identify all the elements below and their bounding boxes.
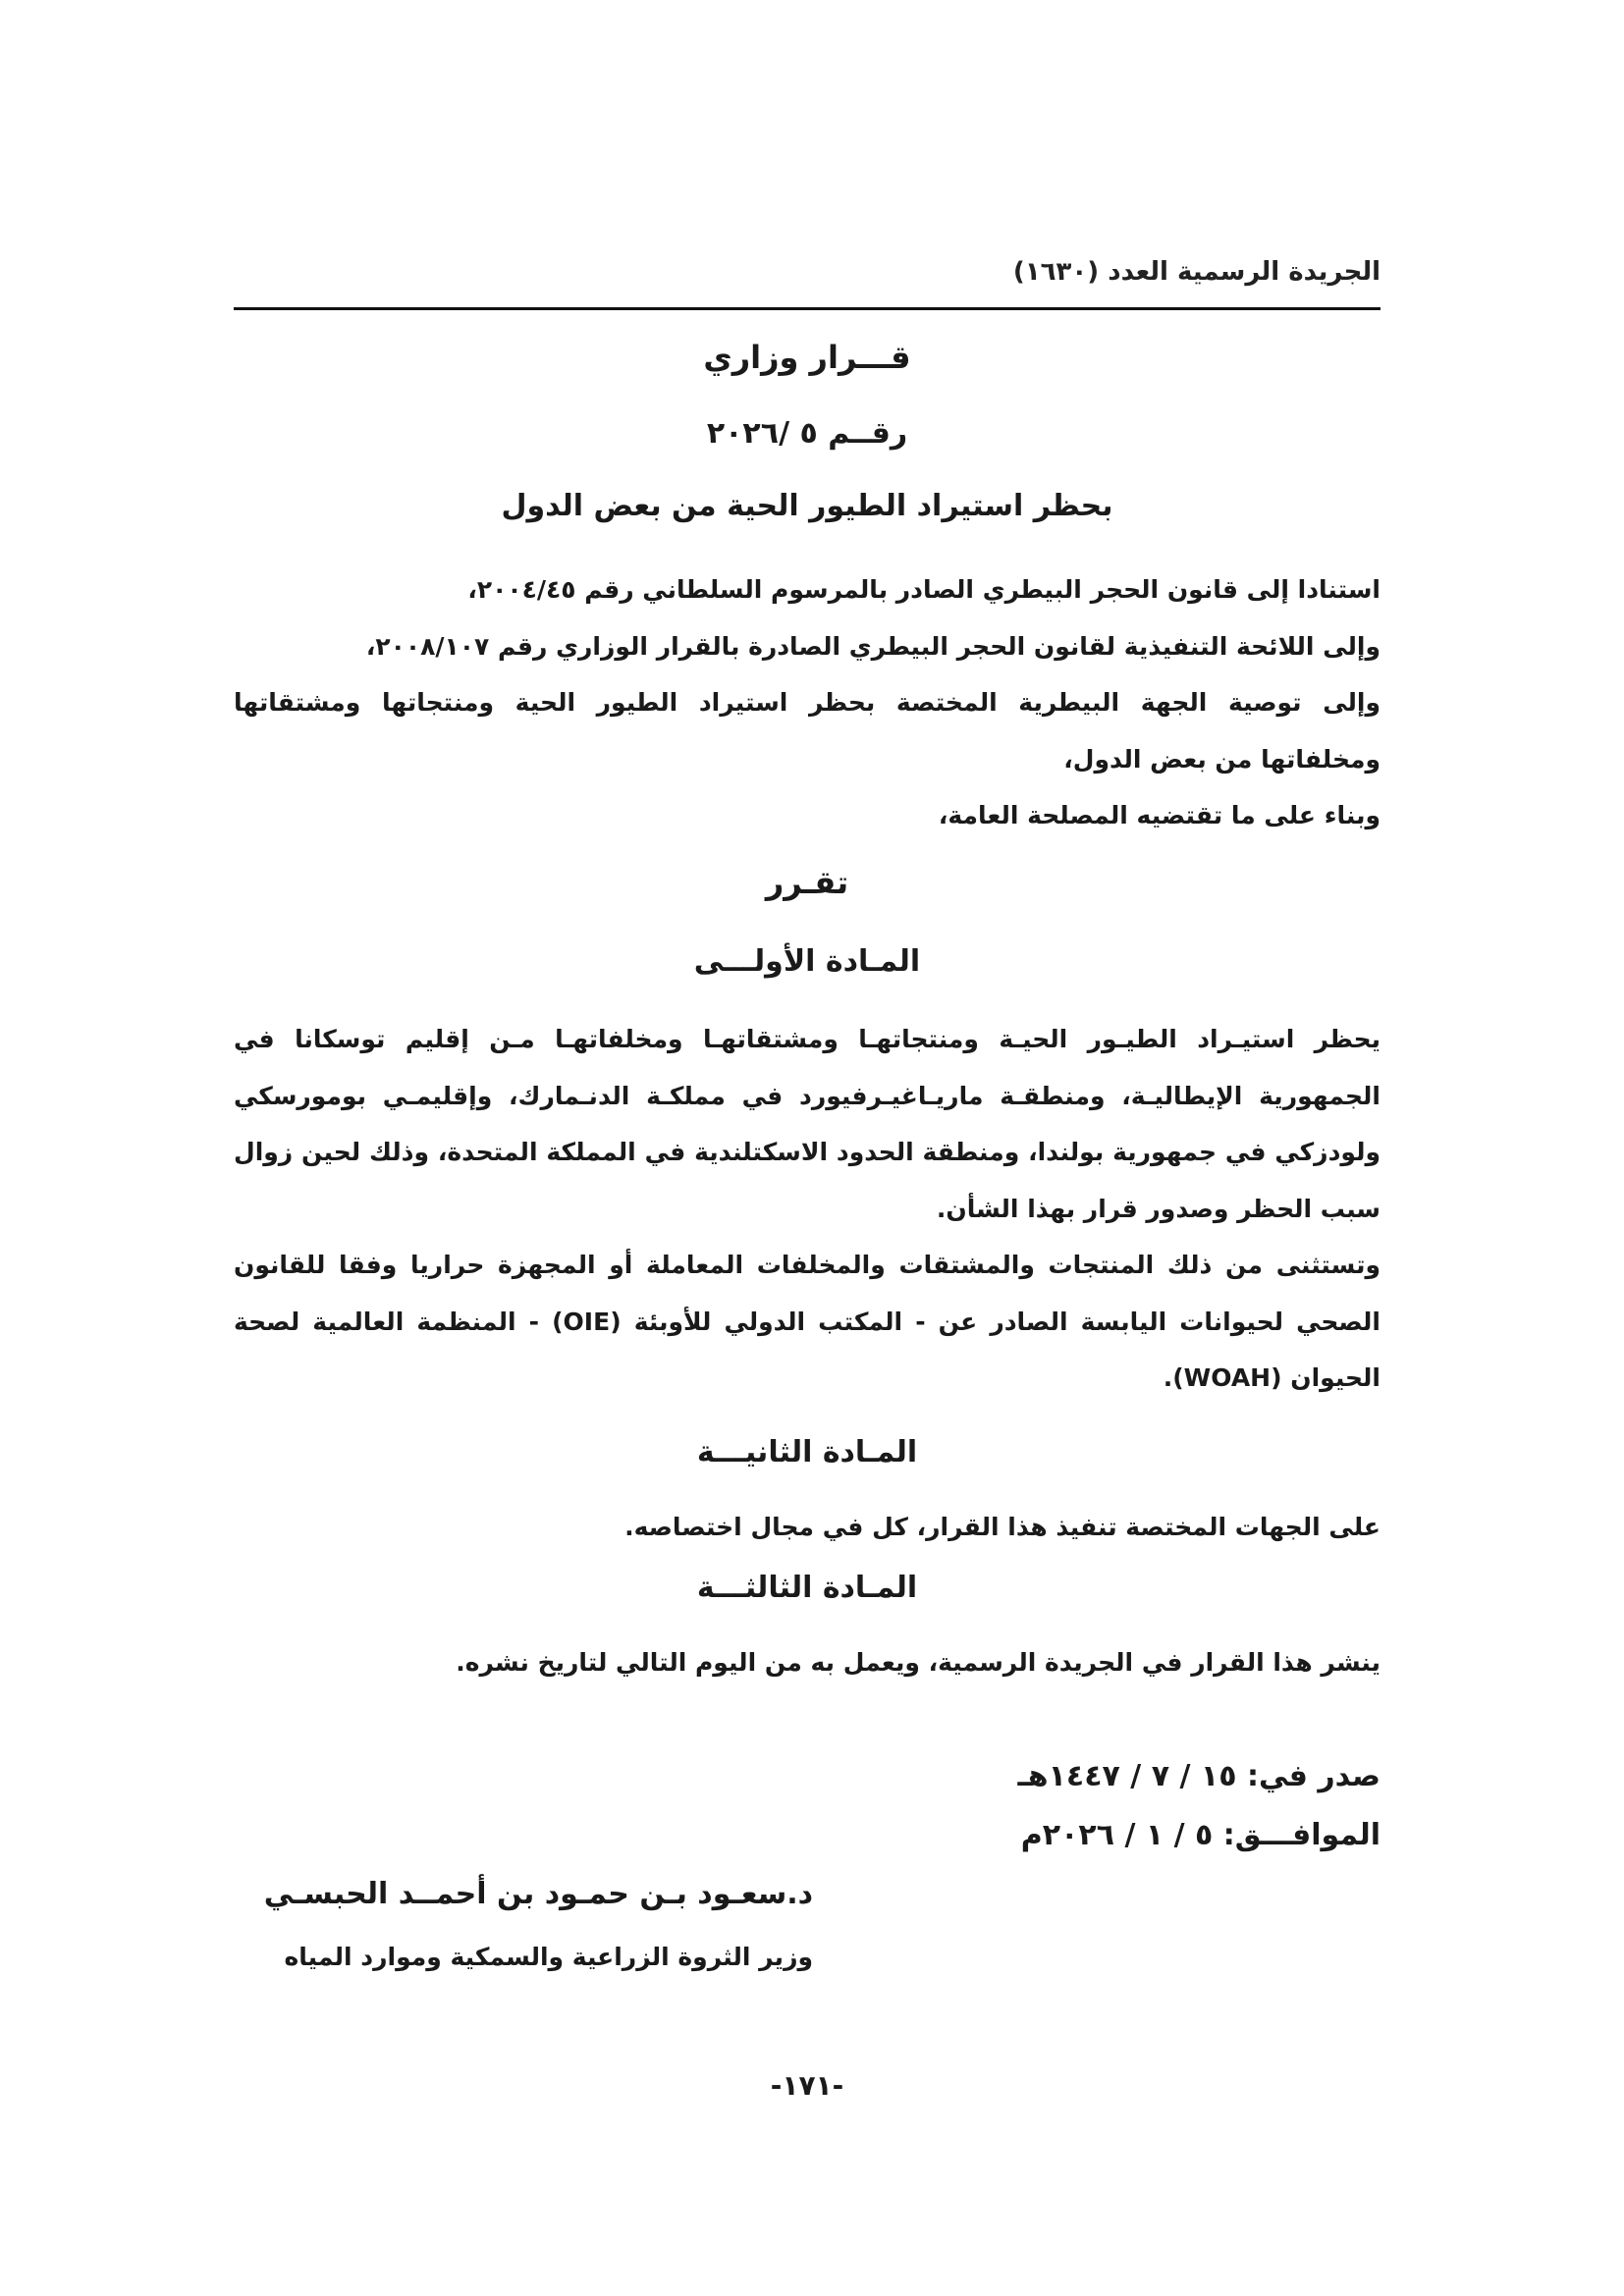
signatory-title: وزير الثروة الزراعية والسمكية وموارد المياه [284,1943,813,1971]
preamble-clause: استنادا إلى قانون الحجر البيطري الصادر بالمرسوم السلطاني رقم ٢٠٠٤/٤٥، [467,575,1380,604]
article-1-title: المـادة الأولـــى [693,944,921,979]
preamble-clause: وإلى اللائحة التنفيذية لقانون الحجر البيطري الصادرة بالقرار الوزاري رقم ٢٠٠٨/١٠٧، [365,631,1380,661]
article-2-title: المـادة الثانيـــة [696,1435,918,1469]
article-1-paragraph: وتستثنى من ذلك المنتجات والمشتقات والمخلفات المعاملة أو المجهزة حراريا وفقا للقانون الصحي لحيوانات اليابسة الصادر عن - المكتب الدولي للأوبئة (OIE) - المنظمة العالمية لصحة الحيوان (WOAH). [234,1251,1380,1392]
signature-block [234,1865,813,1985]
header-divider [234,307,1380,310]
decision-type: قـــرار وزاري [703,339,911,376]
hijri-date: صدر في: ١٥ / ٧ / ١٤٤٧هـ [1017,1759,1380,1793]
article-1-paragraph: يحظر استيـراد الطيـور الحيـة ومنتجاتهـا ومشتقاتهـا ومخلفاتهـا مـن إقليم توسكانا في الجمهورية الإيطاليـة، ومنطقـة ماريـاغيـرفيورد في مملكـة الدنـمارك، وإقليمـي بومورسكي ولودزكي في جمهورية بولندا، ومنطقة الحدود الاسكتلندية في المملكة المتحدة، وذلك لحين زوال سبب الحظر وصدور قرار بهذا الشأن. [234,1025,1380,1223]
decision-number: رقــم ٥ /٢٠٢٦ [706,416,908,451]
gregorian-date: الموافـــق: ٥ / ١ / ٢٠٢٦م [1020,1818,1380,1852]
article-2-paragraph: على الجهات المختصة تنفيذ هذا القرار، كل في مجال اختصاصه. [624,1513,1380,1541]
decides-heading: تقـرر [765,864,849,901]
page-number: -١٧١- [770,2069,844,2102]
article-2-body [234,1499,1380,1556]
signatory-name: د.سعـود بـن حمـود بن أحمــد الحبسـي [263,1877,813,1911]
article-3-paragraph: ينشر هذا القرار في الجريدة الرسمية، ويعمل به من اليوم التالي لتاريخ نشره. [456,1648,1380,1677]
decision-subject: بحظر استيراد الطيور الحية من بعض الدول [501,489,1113,523]
preamble-clause: وإلى توصية الجهة البيطرية المختصة بحظر استيراد الطيور الحية ومنتجاتها ومشتقاتها ومخلفاتها من بعض الدول، [234,688,1380,774]
preamble-clause: وبناء على ما تقتضيه المصلحة العامة، [938,801,1380,829]
article-3-body [234,1634,1380,1691]
decision-title-block [234,332,1380,532]
gazette-header: الجريدة الرسمية العدد (١٦٣٠) [1012,257,1380,287]
article-1-body [234,1011,1380,1407]
issue-dates [234,1747,1380,1865]
article-3-title: المـادة الثالثـــة [696,1571,918,1605]
preamble [234,561,1380,844]
